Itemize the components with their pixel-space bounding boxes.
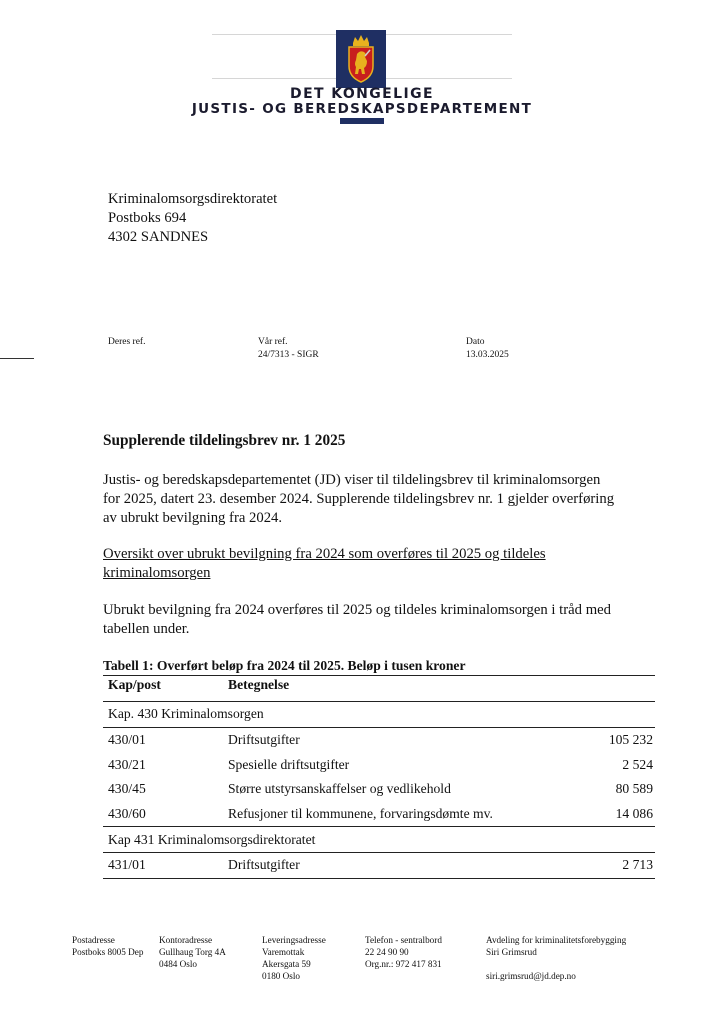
header-kap-post: Kap/post: [103, 676, 223, 702]
cell-amount: 2 524: [622, 756, 653, 772]
table-row: [103, 777, 655, 802]
section-row: [103, 702, 655, 728]
footer-value: Akersgata 59: [262, 959, 311, 969]
var-ref-value: 24/7313 - SIGR: [258, 350, 319, 360]
footer-value: 22 24 90 90: [365, 947, 409, 957]
letterhead: [0, 0, 724, 130]
cell-amount: 105 232: [533, 727, 655, 752]
footer-label: Kontoradresse: [159, 935, 213, 945]
section-row: [103, 827, 655, 853]
cell-name: Driftsutgifter: [223, 727, 533, 752]
recipient-address: [108, 190, 277, 247]
deres-ref-label: Deres ref.: [108, 337, 146, 347]
cell-amount: 2 713: [533, 853, 655, 879]
recipient-postal: 4302 SANDNES: [108, 229, 209, 245]
cell-name: Større utstyrsanskaffelser og vedlikehold: [228, 781, 451, 797]
body-line: Ubrukt bevilgning fra 2024 overføres til 2025 og tildeles kriminalomsorgen i tråd med: [103, 602, 611, 618]
var-ref: [258, 336, 319, 362]
table-row: [103, 853, 655, 879]
letter-title: Supplerende tildelingsbrev nr. 1 2025: [103, 432, 346, 449]
table-caption: Tabell 1: Overført beløp fra 2024 til 2025. Beløp i tusen kroner: [103, 658, 466, 673]
ministry-name-line-2: JUSTIS- OG BEREDSKAPSDEPARTEMENT: [191, 101, 533, 117]
body-line: tabellen under.: [103, 621, 190, 637]
footer-avdeling: [486, 934, 626, 982]
table-row: [103, 802, 655, 827]
deres-ref: [108, 336, 145, 349]
footer-value: Siri Grimsrud: [486, 947, 537, 957]
transfer-table: [103, 675, 655, 879]
footer-spacer: [486, 958, 626, 970]
footer-label: Postadresse: [72, 935, 115, 945]
intro-line: for 2025, datert 23. desember 2024. Supplerende tildelingsbrev nr. 1 gjelder overføring: [103, 491, 615, 507]
footer-telefon: [365, 934, 442, 970]
section-kap-431: Kap 431 Kriminalomsorgsdirektoratet: [103, 827, 655, 853]
body-paragraph: [103, 601, 663, 639]
intro-paragraph: [103, 471, 663, 528]
footer-value: Varemottak: [262, 947, 305, 957]
footer-value: 0180 Oslo: [262, 971, 301, 981]
ministry-name-line-1: DET KONGELIGE: [290, 86, 434, 102]
cell-amount: 14 086: [615, 806, 653, 822]
cell-name: Spesielle driftsutgifter: [228, 756, 350, 772]
section-kap-430: Kap. 430 Kriminalomsorgen: [103, 702, 655, 728]
heading-line: kriminalomsorgen: [103, 565, 211, 581]
footer-label: Telefon - sentralbord: [365, 935, 442, 945]
letterhead-bar: [340, 118, 384, 124]
cell-post: 430/60: [108, 806, 146, 822]
header-betegnelse: Betegnelse: [223, 676, 533, 702]
footer-value: Org.nr.: 972 417 831: [365, 959, 442, 969]
table-header-row: [103, 676, 655, 702]
intro-line: av ubrukt bevilgning fra 2024.: [103, 510, 283, 526]
table-row: [103, 727, 655, 752]
coat-of-arms-icon: [336, 30, 386, 88]
footer-value: 0484 Oslo: [159, 959, 198, 969]
cell-post: 430/45: [108, 781, 146, 797]
header-amount: [533, 676, 655, 702]
cell-post: 430/01: [103, 727, 223, 752]
footer-postadresse: [72, 934, 143, 958]
footer-leveringsadresse: [262, 934, 326, 982]
intro-line: Justis- og beredskapsdepartementet (JD) viser til tildelingsbrev til kriminalomsorgen: [103, 472, 601, 488]
footer-label: Avdeling for kriminalitetsforebygging: [486, 935, 627, 945]
date-label: Dato: [466, 337, 485, 347]
cell-name: Driftsutgifter: [223, 853, 533, 879]
cell-post: 431/01: [103, 853, 223, 879]
footer-email[interactable]: siri.grimsrud@jd.dep.no: [486, 971, 576, 981]
recipient-name: Kriminalomsorgsdirektoratet: [108, 191, 278, 207]
section-heading: [103, 545, 663, 583]
cell-post: 430/21: [108, 756, 146, 772]
cell-name: Refusjoner til kommunene, forvaringsdømte mv.: [228, 806, 493, 822]
recipient-box: Postboks 694: [108, 210, 187, 226]
footer-value: Postboks 8005 Dep: [72, 947, 144, 957]
footer-kontoradresse: [159, 934, 226, 970]
cell-amount: 80 589: [615, 781, 653, 797]
date-ref: [466, 336, 509, 362]
footer-label: Leveringsadresse: [262, 935, 326, 945]
heading-line: Oversikt over ubrukt bevilgning fra 2024 som overføres til 2025 og tildeles: [103, 546, 546, 562]
var-ref-label: Vår ref.: [258, 337, 288, 347]
fold-mark: [0, 358, 34, 359]
footer-value: Gullhaug Torg 4A: [159, 947, 226, 957]
table-row: [103, 752, 655, 777]
date-value: 13.03.2025: [466, 350, 509, 360]
